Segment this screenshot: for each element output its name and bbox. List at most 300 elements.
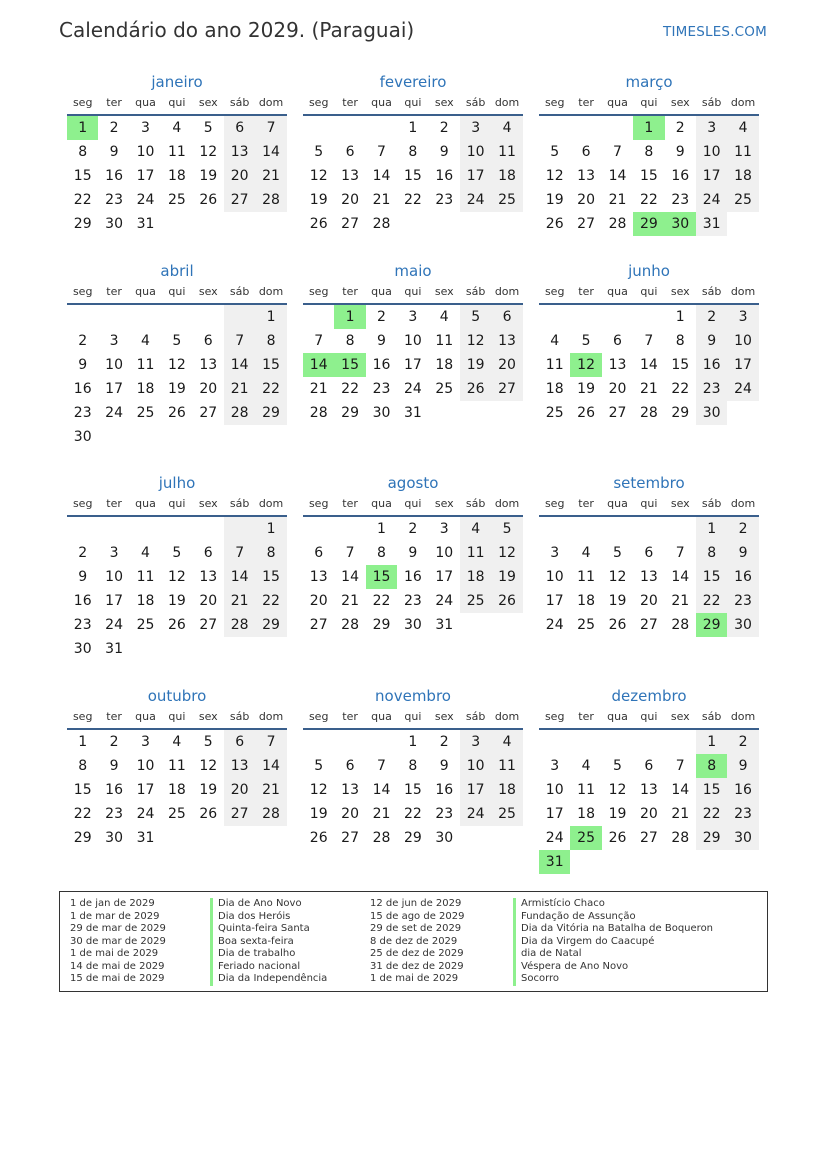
day-cell: 20 bbox=[491, 353, 522, 377]
day-cell: 28 bbox=[224, 401, 255, 425]
day-cell: 22 bbox=[255, 589, 286, 613]
day-cell: 16 bbox=[727, 565, 758, 589]
day-cell: 10 bbox=[105, 357, 123, 373]
empty-cell bbox=[303, 517, 334, 541]
holiday-dates-col-2 bbox=[370, 898, 464, 986]
day-cell: 10 bbox=[136, 144, 155, 160]
day-cell: 8 bbox=[78, 144, 88, 160]
day-cell: 19 bbox=[199, 782, 218, 798]
day-cell: 13 bbox=[639, 782, 658, 798]
weekday-label: dom bbox=[258, 497, 284, 510]
day-cell: 13 bbox=[224, 754, 255, 778]
day-cell: 8 bbox=[408, 144, 418, 160]
day-cell: 16 bbox=[105, 168, 123, 184]
weekday-label: ter bbox=[106, 497, 122, 510]
day-cell: 15 bbox=[639, 168, 658, 184]
day-cell: 7 bbox=[255, 116, 286, 140]
empty-cell bbox=[193, 305, 224, 329]
day-cell: 7 bbox=[224, 541, 255, 565]
weekday-label: sex bbox=[670, 96, 690, 109]
day-cell: 20 bbox=[309, 593, 328, 609]
day-cell: 14 bbox=[639, 357, 658, 373]
day-cell: 12 bbox=[199, 758, 218, 774]
weekday-label: ter bbox=[342, 96, 358, 109]
weekday-label: seg bbox=[72, 96, 93, 109]
day-cell: 12 bbox=[491, 541, 522, 565]
day-cell: 24 bbox=[403, 381, 422, 397]
day-cell: 8 bbox=[255, 541, 286, 565]
holiday-name: Véspera de Ano Novo bbox=[513, 961, 713, 974]
day-cell: 20 bbox=[224, 164, 255, 188]
weekday-label: seg bbox=[544, 96, 565, 109]
day-cell: 2 bbox=[78, 333, 88, 349]
day-cell: 21 bbox=[639, 381, 658, 397]
day-cell: 6 bbox=[345, 758, 355, 774]
day-cell: 10 bbox=[460, 754, 491, 778]
day-cell: 25 bbox=[136, 405, 155, 421]
day-cell: 28 bbox=[341, 617, 359, 633]
weekday-label: dom bbox=[258, 710, 284, 723]
day-cell: 21 bbox=[224, 377, 255, 401]
weekday-header bbox=[67, 708, 287, 730]
day-cell: 30 bbox=[105, 216, 123, 232]
weekday-label: qua bbox=[607, 285, 628, 298]
day-cell: 15 bbox=[403, 168, 422, 184]
day-cell: 26 bbox=[167, 617, 186, 633]
day-cell: 24 bbox=[545, 830, 564, 846]
month-name: dezembro bbox=[611, 687, 687, 705]
day-cell: 16 bbox=[73, 593, 92, 609]
day-cell: 24 bbox=[136, 192, 155, 208]
day-cell: 1 bbox=[696, 730, 727, 754]
day-cell: 28 bbox=[372, 830, 391, 846]
day-cell: 6 bbox=[644, 758, 654, 774]
weekday-label: ter bbox=[342, 285, 358, 298]
weekday-label: sáb bbox=[701, 96, 722, 109]
day-cell: 29 bbox=[696, 826, 727, 850]
month-name: maio bbox=[394, 262, 432, 280]
day-cell: 28 bbox=[671, 830, 690, 846]
day-cell: 17 bbox=[545, 806, 564, 822]
day-cell: 13 bbox=[199, 569, 218, 585]
day-cell: 16 bbox=[403, 569, 422, 585]
day-cell: 9 bbox=[675, 144, 685, 160]
day-grid bbox=[539, 116, 759, 236]
day-cell: 21 bbox=[255, 164, 286, 188]
day-cell: 9 bbox=[109, 144, 119, 160]
day-cell: 14 bbox=[608, 168, 627, 184]
day-cell: 11 bbox=[577, 782, 595, 798]
weekday-label: qui bbox=[168, 497, 186, 510]
day-cell: 24 bbox=[105, 617, 123, 633]
day-cell: 11 bbox=[460, 541, 491, 565]
holiday-date: 29 de set de 2029 bbox=[370, 923, 462, 934]
day-cell: 18 bbox=[167, 168, 186, 184]
day-cell: 24 bbox=[435, 593, 454, 609]
empty-cell bbox=[633, 517, 664, 541]
day-cell: 31 bbox=[105, 641, 123, 657]
day-grid bbox=[303, 517, 523, 637]
day-cell: 11 bbox=[435, 333, 454, 349]
day-cell: 20 bbox=[639, 593, 658, 609]
day-cell: 26 bbox=[491, 589, 522, 613]
empty-cell bbox=[334, 116, 365, 140]
day-cell: 9 bbox=[408, 545, 418, 561]
weekday-label: dom bbox=[730, 497, 756, 510]
weekday-label: sex bbox=[670, 710, 690, 723]
day-cell: 7 bbox=[314, 333, 324, 349]
day-cell: 4 bbox=[491, 116, 522, 140]
holiday-date: 25 de dez de 2029 bbox=[370, 948, 464, 959]
month-name: janeiro bbox=[151, 73, 203, 91]
day-cell: 1 bbox=[696, 517, 727, 541]
page-title: Calendário do ano 2029. (Paraguai) bbox=[59, 18, 415, 42]
weekday-label: sáb bbox=[229, 285, 250, 298]
weekday-label: qua bbox=[135, 96, 156, 109]
day-cell: 17 bbox=[460, 778, 491, 802]
day-cell: 15 bbox=[73, 782, 92, 798]
day-cell: 4 bbox=[172, 734, 182, 750]
day-cell: 30 bbox=[73, 429, 92, 445]
day-cell: 3 bbox=[141, 120, 150, 136]
day-cell: 3 bbox=[109, 333, 119, 349]
weekday-label: ter bbox=[578, 497, 594, 510]
day-cell: 5 bbox=[314, 758, 324, 774]
day-cell: 6 bbox=[224, 730, 255, 754]
day-cell: 1 bbox=[255, 517, 286, 541]
day-cell: 3 bbox=[696, 116, 727, 140]
day-cell: 22 bbox=[255, 377, 286, 401]
holiday-date: 30 de mar de 2029 bbox=[70, 935, 166, 947]
day-cell: 1 bbox=[675, 309, 685, 325]
day-cell: 21 bbox=[255, 778, 286, 802]
day-cell: 25 bbox=[460, 589, 491, 613]
day-cell: 10 bbox=[435, 545, 454, 561]
day-cell: 20 bbox=[639, 806, 658, 822]
day-cell: 12 bbox=[199, 144, 218, 160]
holiday-day-cell: 15 bbox=[366, 565, 397, 589]
weekday-header bbox=[539, 708, 759, 730]
month-outubro bbox=[67, 684, 287, 850]
day-cell: 6 bbox=[613, 333, 622, 349]
weekday-label: dom bbox=[730, 285, 756, 298]
weekday-label: qua bbox=[135, 497, 156, 510]
day-cell: 3 bbox=[550, 758, 560, 774]
weekday-label: qua bbox=[371, 497, 392, 510]
day-cell: 24 bbox=[105, 405, 123, 421]
day-cell: 14 bbox=[255, 140, 286, 164]
day-cell: 13 bbox=[199, 357, 218, 373]
weekday-label: sáb bbox=[465, 710, 486, 723]
day-cell: 17 bbox=[105, 381, 123, 397]
day-cell: 18 bbox=[435, 357, 454, 373]
day-cell: 10 bbox=[403, 333, 422, 349]
day-cell: 23 bbox=[105, 806, 123, 822]
empty-cell bbox=[161, 305, 192, 329]
weekday-label: sáb bbox=[465, 96, 486, 109]
empty-cell bbox=[130, 305, 161, 329]
weekday-label: dom bbox=[258, 285, 284, 298]
empty-cell bbox=[303, 116, 334, 140]
weekday-label: ter bbox=[578, 96, 594, 109]
day-cell: 18 bbox=[136, 381, 155, 397]
day-grid bbox=[539, 517, 759, 637]
day-cell: 26 bbox=[608, 617, 627, 633]
weekday-label: sex bbox=[434, 710, 454, 723]
empty-cell bbox=[130, 517, 161, 541]
holiday-name: Armistício Chaco bbox=[513, 898, 713, 911]
day-cell: 20 bbox=[224, 778, 255, 802]
day-cell: 14 bbox=[372, 168, 391, 184]
empty-cell bbox=[161, 517, 192, 541]
day-cell: 24 bbox=[460, 802, 491, 826]
holiday-names-col-1 bbox=[210, 898, 327, 986]
weekday-label: ter bbox=[106, 285, 122, 298]
empty-cell bbox=[193, 517, 224, 541]
holiday-names-col-2 bbox=[513, 898, 713, 986]
day-cell: 9 bbox=[78, 357, 88, 373]
day-cell: 5 bbox=[203, 734, 213, 750]
day-cell: 7 bbox=[675, 545, 685, 561]
day-cell: 21 bbox=[372, 192, 391, 208]
day-cell: 8 bbox=[644, 144, 654, 160]
holiday-date: 15 de ago de 2029 bbox=[370, 910, 465, 922]
day-cell: 31 bbox=[696, 212, 727, 236]
day-cell: 31 bbox=[136, 216, 155, 232]
empty-cell bbox=[570, 305, 601, 329]
empty-cell bbox=[570, 517, 601, 541]
holiday-date: 1 de mai de 2029 bbox=[70, 948, 159, 959]
holiday-name: Dia da Virgem do Caacupé bbox=[513, 936, 713, 949]
day-cell: 4 bbox=[581, 545, 591, 561]
day-cell: 4 bbox=[172, 120, 182, 136]
day-grid bbox=[539, 305, 759, 425]
weekday-label: seg bbox=[544, 497, 565, 510]
holiday-name: Boa sexta-feira bbox=[210, 936, 327, 949]
holiday-name: Fundação de Assunção bbox=[513, 911, 713, 924]
weekday-label: sex bbox=[670, 497, 690, 510]
day-cell: 22 bbox=[73, 192, 92, 208]
month-fevereiro bbox=[303, 70, 523, 236]
day-cell: 27 bbox=[639, 830, 658, 846]
day-cell: 17 bbox=[105, 593, 123, 609]
weekday-label: qui bbox=[640, 497, 658, 510]
day-cell: 30 bbox=[727, 613, 758, 637]
weekday-label: sáb bbox=[465, 497, 486, 510]
day-cell: 19 bbox=[167, 381, 186, 397]
holiday-day-cell: 15 bbox=[334, 353, 365, 377]
day-cell: 3 bbox=[460, 116, 491, 140]
weekday-label: sex bbox=[198, 285, 218, 298]
weekday-header bbox=[539, 94, 759, 116]
day-cell: 14 bbox=[224, 565, 255, 589]
day-cell: 4 bbox=[727, 116, 758, 140]
day-cell: 15 bbox=[255, 565, 286, 589]
day-cell: 19 bbox=[545, 192, 564, 208]
weekday-label: qua bbox=[607, 497, 628, 510]
day-cell: 12 bbox=[608, 569, 627, 585]
day-cell: 18 bbox=[545, 381, 564, 397]
empty-cell bbox=[98, 305, 129, 329]
day-cell: 23 bbox=[403, 593, 422, 609]
weekday-header bbox=[539, 495, 759, 517]
empty-cell bbox=[224, 305, 255, 329]
day-cell: 16 bbox=[671, 168, 690, 184]
empty-cell bbox=[98, 517, 129, 541]
day-cell: 12 bbox=[167, 357, 186, 373]
day-cell: 3 bbox=[109, 545, 119, 561]
day-cell: 24 bbox=[545, 617, 564, 633]
month-agosto bbox=[303, 471, 523, 637]
weekday-label: sex bbox=[434, 285, 454, 298]
empty-cell bbox=[602, 730, 633, 754]
weekday-label: dom bbox=[494, 285, 520, 298]
day-cell: 28 bbox=[309, 405, 328, 421]
day-cell: 29 bbox=[73, 216, 92, 232]
empty-cell bbox=[633, 730, 664, 754]
day-cell: 19 bbox=[199, 168, 218, 184]
day-cell: 5 bbox=[581, 333, 591, 349]
day-cell: 24 bbox=[696, 188, 727, 212]
day-cell: 24 bbox=[727, 377, 758, 401]
day-cell: 6 bbox=[345, 144, 355, 160]
site-link[interactable]: TIMESLES.COM bbox=[663, 24, 767, 40]
holiday-name: Dia da Vitória na Batalha de Boqueron bbox=[513, 923, 713, 936]
day-cell: 9 bbox=[377, 333, 386, 349]
day-cell: 29 bbox=[341, 405, 359, 421]
day-cell: 13 bbox=[341, 782, 359, 798]
day-cell: 21 bbox=[341, 593, 359, 609]
day-cell: 12 bbox=[309, 168, 328, 184]
day-cell: 30 bbox=[727, 826, 758, 850]
day-cell: 12 bbox=[167, 569, 186, 585]
day-cell: 5 bbox=[460, 305, 491, 329]
day-cell: 23 bbox=[435, 806, 454, 822]
empty-cell bbox=[602, 517, 633, 541]
day-cell: 30 bbox=[372, 405, 391, 421]
weekday-label: seg bbox=[308, 497, 329, 510]
day-cell: 27 bbox=[577, 216, 595, 232]
day-cell: 30 bbox=[696, 401, 727, 425]
day-cell: 22 bbox=[372, 593, 391, 609]
day-cell: 11 bbox=[491, 754, 522, 778]
weekday-label: qui bbox=[168, 96, 186, 109]
day-cell: 19 bbox=[608, 806, 627, 822]
day-cell: 21 bbox=[608, 192, 627, 208]
day-cell: 17 bbox=[696, 164, 727, 188]
month-name: outubro bbox=[147, 687, 207, 705]
day-cell: 4 bbox=[550, 333, 560, 349]
day-cell: 16 bbox=[372, 357, 391, 373]
weekday-header bbox=[303, 495, 523, 517]
day-cell: 10 bbox=[105, 569, 123, 585]
day-cell: 7 bbox=[345, 545, 355, 561]
empty-cell bbox=[67, 305, 98, 329]
day-cell: 25 bbox=[435, 381, 454, 397]
weekday-label: sáb bbox=[229, 96, 250, 109]
day-grid bbox=[303, 730, 523, 850]
day-cell: 25 bbox=[727, 188, 758, 212]
day-cell: 7 bbox=[377, 758, 386, 774]
day-grid bbox=[67, 730, 287, 850]
day-cell: 19 bbox=[309, 192, 328, 208]
empty-cell bbox=[633, 305, 664, 329]
day-cell: 22 bbox=[696, 589, 727, 613]
weekday-label: qui bbox=[168, 710, 186, 723]
weekday-label: dom bbox=[494, 497, 520, 510]
month-junho bbox=[539, 259, 759, 425]
day-cell: 22 bbox=[341, 381, 359, 397]
day-cell: 2 bbox=[439, 120, 449, 136]
day-cell: 20 bbox=[341, 806, 359, 822]
month-dezembro bbox=[539, 684, 759, 874]
empty-cell bbox=[570, 116, 601, 140]
weekday-label: ter bbox=[342, 497, 358, 510]
holiday-date: 1 de jan de 2029 bbox=[70, 898, 155, 909]
day-cell: 2 bbox=[727, 517, 758, 541]
weekday-label: qua bbox=[371, 285, 392, 298]
day-cell: 27 bbox=[199, 617, 218, 633]
weekday-label: seg bbox=[72, 497, 93, 510]
day-cell: 2 bbox=[408, 521, 418, 537]
weekday-header bbox=[303, 94, 523, 116]
day-cell: 25 bbox=[545, 405, 564, 421]
day-cell: 1 bbox=[78, 734, 88, 750]
day-cell: 30 bbox=[403, 617, 422, 633]
day-cell: 27 bbox=[224, 802, 255, 826]
weekday-label: dom bbox=[494, 96, 520, 109]
day-cell: 31 bbox=[435, 617, 454, 633]
day-cell: 5 bbox=[203, 120, 213, 136]
day-cell: 6 bbox=[203, 333, 213, 349]
weekday-label: sex bbox=[434, 497, 454, 510]
holiday-day-cell: 1 bbox=[334, 305, 365, 329]
day-cell: 25 bbox=[491, 188, 522, 212]
day-cell: 17 bbox=[136, 168, 155, 184]
day-cell: 11 bbox=[545, 357, 564, 373]
empty-cell bbox=[602, 305, 633, 329]
day-cell: 22 bbox=[403, 806, 422, 822]
day-cell: 24 bbox=[136, 806, 155, 822]
day-cell: 11 bbox=[136, 569, 155, 585]
day-cell: 18 bbox=[577, 806, 595, 822]
day-cell: 8 bbox=[377, 545, 386, 561]
day-cell: 14 bbox=[224, 353, 255, 377]
day-cell: 10 bbox=[696, 140, 727, 164]
day-cell: 9 bbox=[727, 754, 758, 778]
weekday-label: ter bbox=[578, 710, 594, 723]
day-cell: 12 bbox=[309, 782, 328, 798]
day-cell: 6 bbox=[581, 144, 591, 160]
holiday-day-cell: 14 bbox=[303, 353, 334, 377]
day-cell: 6 bbox=[224, 116, 255, 140]
day-cell: 18 bbox=[577, 593, 595, 609]
day-cell: 29 bbox=[671, 405, 690, 421]
day-cell: 9 bbox=[696, 329, 727, 353]
day-cell: 28 bbox=[608, 216, 627, 232]
day-cell: 4 bbox=[141, 333, 150, 349]
day-cell: 9 bbox=[727, 541, 758, 565]
month-name: novembro bbox=[375, 687, 451, 705]
day-cell: 20 bbox=[199, 381, 218, 397]
day-cell: 8 bbox=[255, 329, 286, 353]
day-cell: 4 bbox=[460, 517, 491, 541]
day-cell: 19 bbox=[309, 806, 328, 822]
holiday-date: 12 de jun de 2029 bbox=[370, 898, 462, 909]
day-cell: 19 bbox=[608, 593, 627, 609]
weekday-label: dom bbox=[730, 710, 756, 723]
day-cell: 8 bbox=[675, 333, 685, 349]
